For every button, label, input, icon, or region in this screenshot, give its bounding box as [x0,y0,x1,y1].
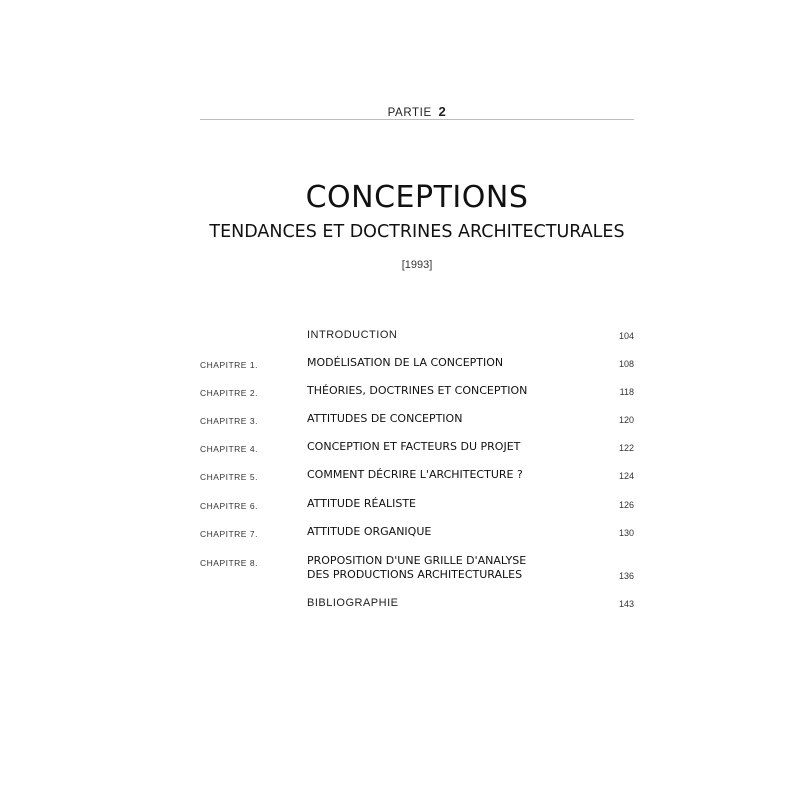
toc-entry-title: COMMENT DÉCRIRE L'ARCHITECTURE ? [307,468,523,481]
chapter-label: CHAPITRE 5. [200,472,258,482]
toc-entry-title-line-2: DES PRODUCTIONS ARCHITECTURALES [307,568,523,581]
page-subtitle: TENDANCES ET DOCTRINES ARCHITECTURALES [209,222,625,242]
toc-entry-title: ATTITUDE ORGANIQUE [307,525,432,538]
chapter-label: CHAPITRE 7. [200,529,258,539]
page-title: CONCEPTIONS [305,180,529,215]
toc-page-number: 108 [618,359,634,369]
toc-entry-title: ATTITUDE RÉALISTE [307,497,416,510]
publication-year: [1993] [401,259,433,271]
toc-page-number: 130 [618,528,634,538]
header-divider [200,119,634,120]
chapter-label: CHAPITRE 6. [200,501,258,511]
toc-entry-title: CONCEPTION ET FACTEURS DU PROJET [307,440,521,453]
chapter-label: CHAPITRE 4. [200,444,258,454]
part-number: 2 [438,104,447,119]
toc-page-number: 136 [618,571,634,581]
toc-entry-title: ATTITUDES DE CONCEPTION [307,412,463,425]
toc-page-number: 122 [618,443,634,453]
toc-page-number: 143 [618,599,634,609]
toc-entry-title: BIBLIOGRAPHIE [307,597,399,609]
chapter-label: CHAPITRE 8. [200,558,258,568]
part-label: PARTIE [387,107,432,119]
toc-page-number: 124 [618,471,634,481]
toc-entry-title: INTRODUCTION [307,329,398,341]
toc-entry-title: MODÉLISATION DE LA CONCEPTION [307,356,504,369]
toc-entry-title: THÉORIES, DOCTRINES ET CONCEPTION [307,384,528,397]
toc-page-number: 104 [618,331,634,341]
chapter-label: CHAPITRE 1. [200,360,258,370]
toc-entry-title-line-1: PROPOSITION D'UNE GRILLE D'ANALYSE [307,554,527,567]
chapter-label: CHAPITRE 2. [200,388,258,398]
toc-page-number: 120 [618,415,634,425]
part-heading [200,104,634,119]
toc-page-number: 118 [619,387,634,397]
chapter-label: CHAPITRE 3. [200,416,258,426]
toc-page-number: 126 [618,500,634,510]
